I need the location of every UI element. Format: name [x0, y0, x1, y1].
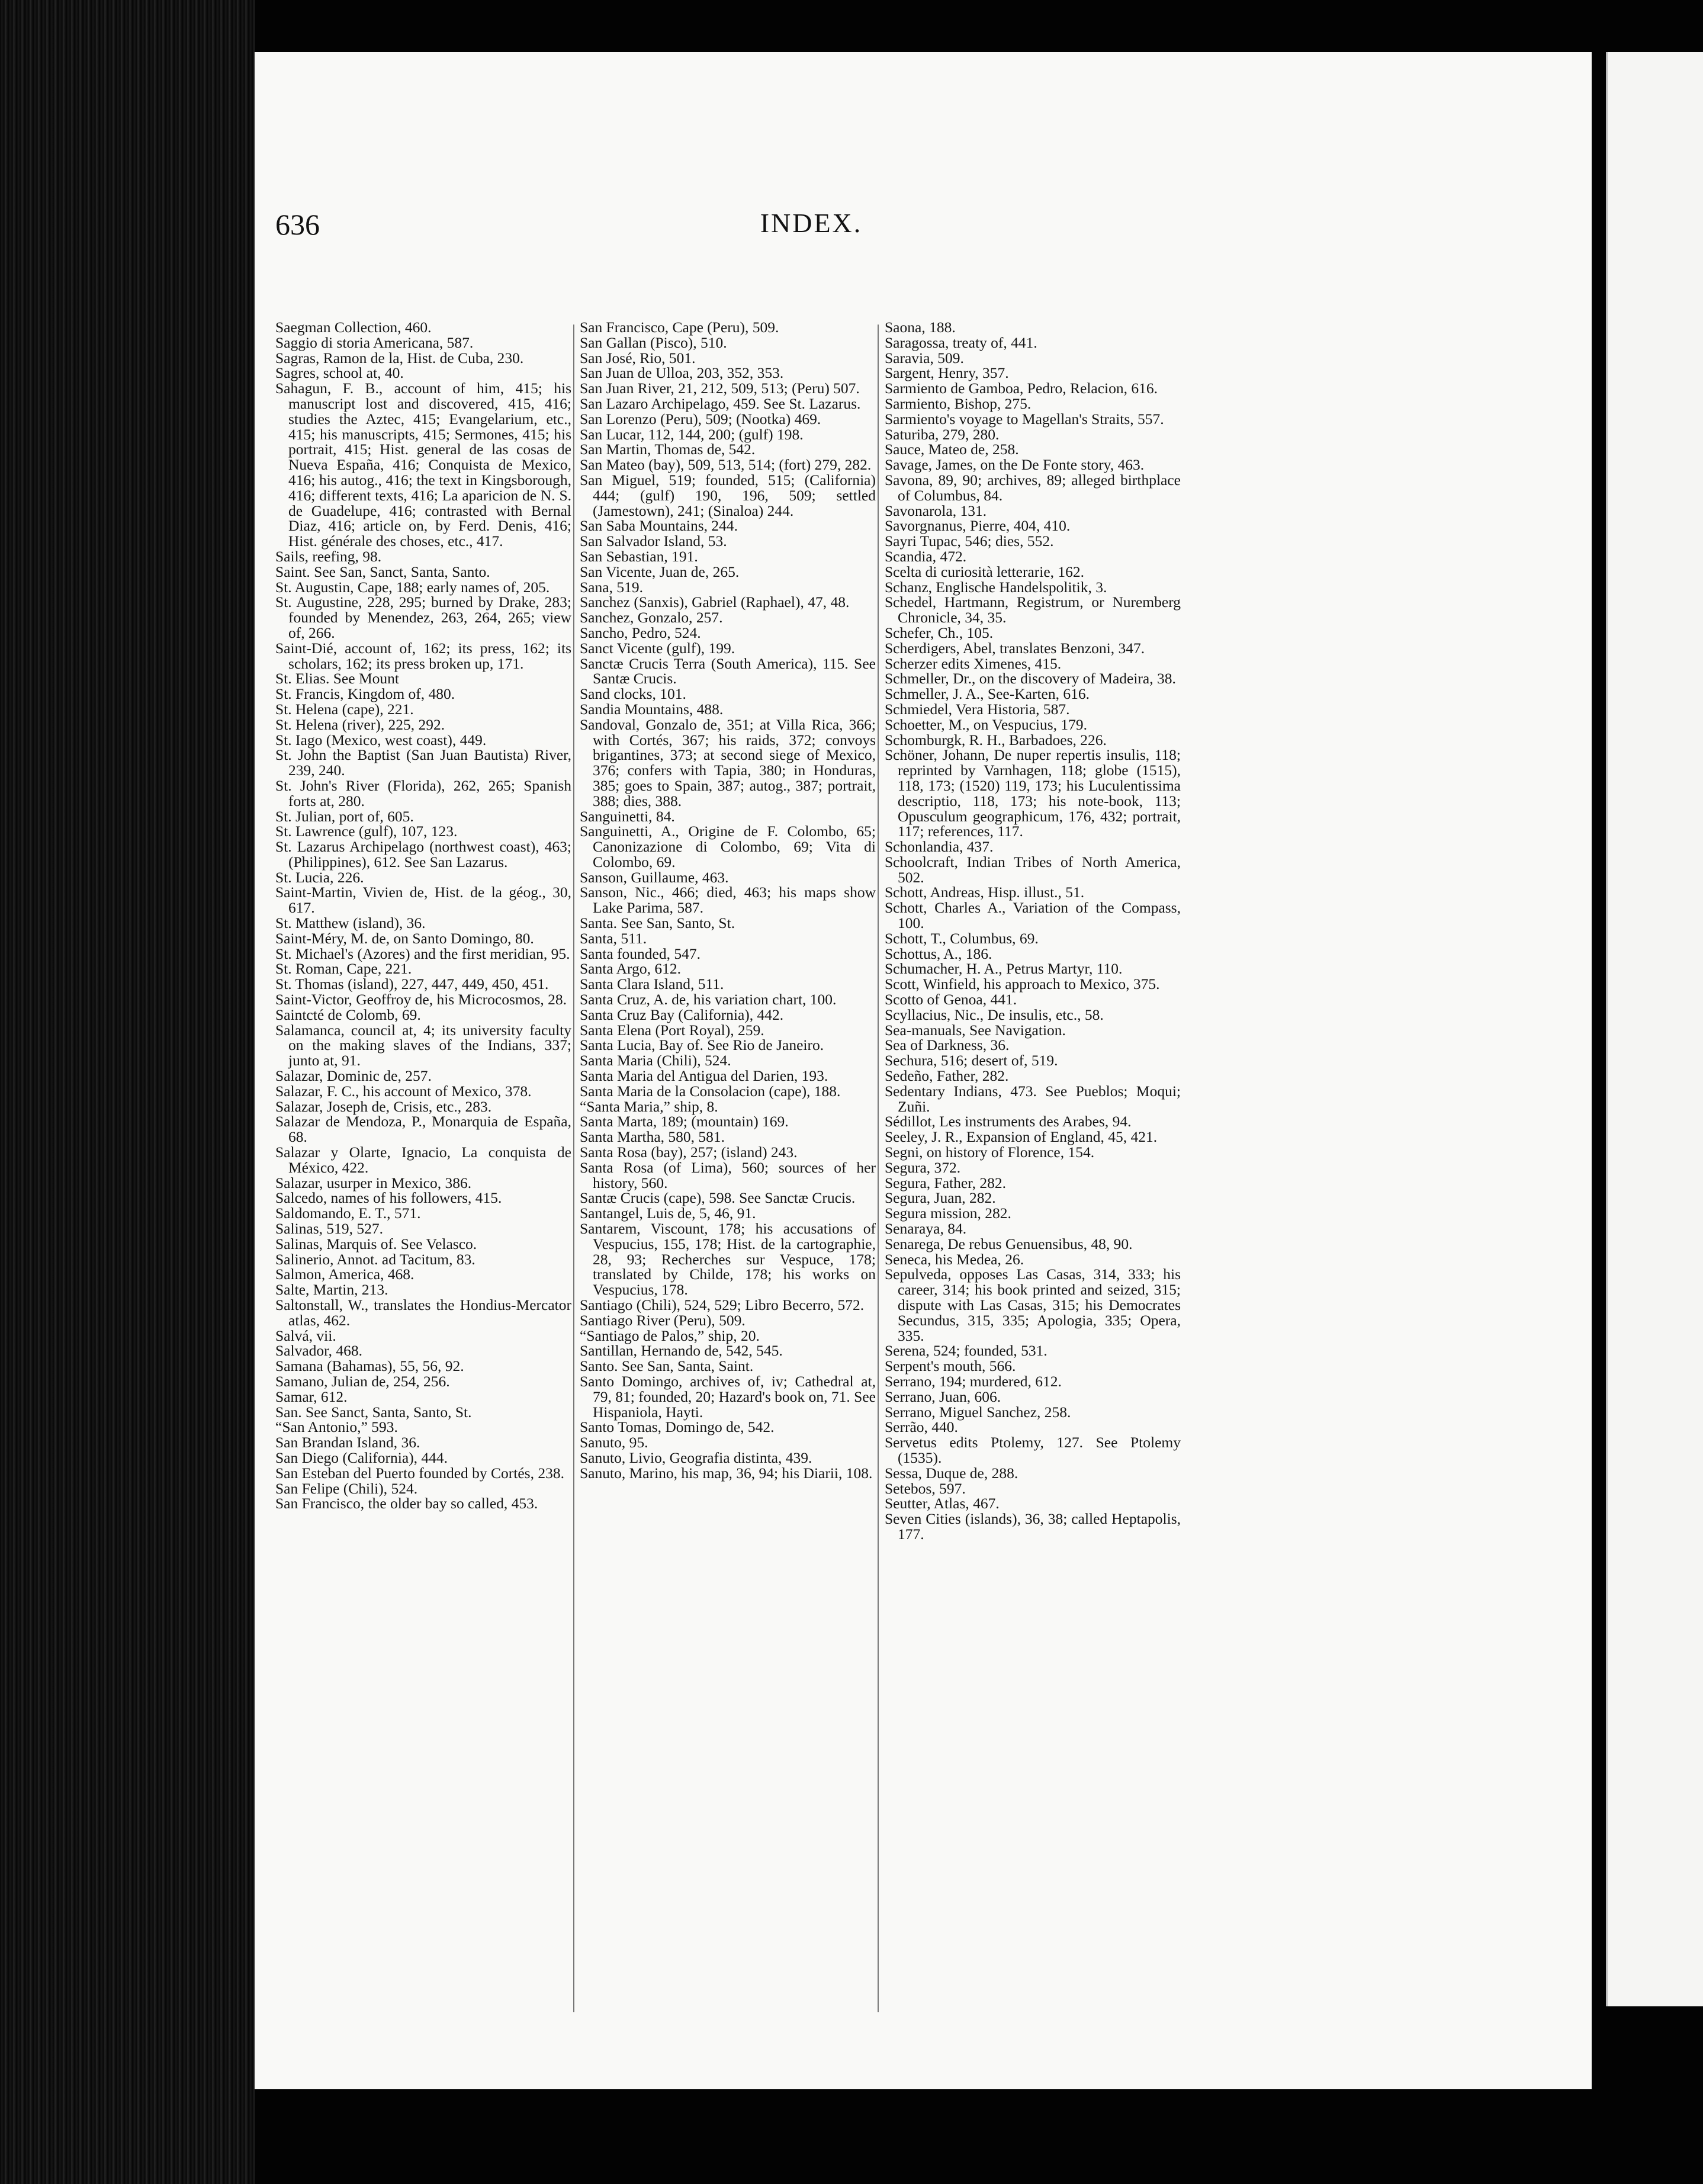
index-entry: Sails, reefing, 98.: [275, 547, 382, 565]
index-entry: Sanguinetti, 84.: [580, 807, 675, 825]
index-entry: San Francisco, the older bay so called, 453.: [275, 1495, 538, 1512]
index-entry: Serrano, Juan, 606.: [885, 1388, 1001, 1405]
index-entry: Sanson, Nic., 466; died, 463; his maps show Lake Parima, 587.: [580, 884, 876, 917]
index-entry: Salvador, 468.: [275, 1342, 362, 1360]
index-entry: Sandoval, Gonzalo de, 351; at Villa Rica, 366; with Cortés, 367; his raids, 372; convoys brigantines, 373; at second siege of Mexico, 376; confers with Tapia, 380; in Honduras, 385; goes to Spain, 387; autog., 387; portrait, 388; dies, 388.: [580, 715, 876, 810]
index-entry: Schmeller, J. A., See-Karten, 616.: [885, 685, 1090, 703]
index-entry: St. Francis, Kingdom of, 480.: [275, 685, 455, 703]
index-entry: Santangel, Luis de, 5, 46, 91.: [580, 1205, 756, 1222]
index-entry: “San Antonio,” 593.: [275, 1418, 398, 1436]
book-binding-edge: [0, 0, 255, 2184]
index-entry: St. Augustine, 228, 295; burned by Drake, 283; founded by Menendez, 263, 264, 265; view of, 266.: [275, 593, 571, 641]
index-entry: San Martin, Thomas de, 542.: [580, 441, 756, 458]
index-entry: Santo Domingo, archives of, iv; Cathedral at, 79, 81; founded, 20; Hazard's book on, 71. See Hispaniola, Hayti.: [580, 1372, 876, 1421]
index-entry: St. Lawrence (gulf), 107, 123.: [275, 823, 458, 840]
index-entry: Santa Maria (Chili), 524.: [580, 1052, 731, 1069]
index-entry: St. Elias. See Mount: [275, 670, 399, 688]
index-entry: Sancho, Pedro, 524.: [580, 624, 701, 641]
index-entry: Saegman Collection, 460.: [275, 319, 432, 336]
index-entry: Sédillot, Les instruments des Arabes, 94.: [885, 1113, 1132, 1130]
index-entry: Schedel, Hartmann, Registrum, or Nuremberg Chronicle, 34, 35.: [885, 593, 1181, 627]
index-entry: “Santiago de Palos,” ship, 20.: [580, 1327, 760, 1344]
index-entry: Sagras, Ramon de la, Hist. de Cuba, 230.: [275, 349, 524, 367]
index-entry: Scyllacius, Nic., De insulis, etc., 58.: [885, 1006, 1104, 1023]
index-entry: Scherzer edits Ximenes, 415.: [885, 654, 1062, 672]
index-entry: Saint-Dié, account of, 162; its press, 162; its scholars, 162; its press broken up, 171.: [275, 639, 571, 672]
index-entry: Santiago (Chili), 524, 529; Libro Becerro, 572.: [580, 1296, 865, 1313]
index-entry: Sayri Tupac, 546; dies, 552.: [885, 532, 1054, 550]
index-entry: Santa Clara Island, 511.: [580, 975, 724, 993]
index-entry: Santæ Crucis (cape), 598. See Sanctæ Crucis.: [580, 1189, 856, 1207]
index-entry: San Lazaro Archipelago, 459. See St. Lazarus.: [580, 394, 861, 412]
index-entry: San Gallan (Pisco), 510.: [580, 333, 727, 351]
index-entry: Schöner, Johann, De nuper repertis insulis, 118; reprinted by Varnhagen, 118; globe (1515), 118, 173; (1520) 119, 173; his Luculentissima descriptio, 118, 173; his note-book, 113; Opusculum geographicum, 176, 432; portrait, 117; references, 117.: [885, 746, 1181, 840]
index-entry: Sanchez (Sanxis), Gabriel (Raphael), 47, 48.: [580, 593, 850, 611]
index-entry: Sanuto, Livio, Geografia distinta, 439.: [580, 1448, 812, 1466]
index-entry: San Mateo (bay), 509, 513, 514; (fort) 279, 282.: [580, 456, 872, 474]
index-entry: Salazar, F. C., his account of Mexico, 378.: [275, 1082, 532, 1100]
index-entry: Schumacher, H. A., Petrus Martyr, 110.: [885, 960, 1123, 978]
index-entry: St. Augustin, Cape, 188; early names of, 205.: [275, 578, 550, 596]
index-entry: Saragossa, treaty of, 441.: [885, 333, 1037, 351]
index-entry: Saint-Martin, Vivien de, Hist. de la géog., 30, 617.: [275, 884, 571, 917]
index-entry: Serrano, 194; murdered, 612.: [885, 1372, 1062, 1390]
index-entry: Seneca, his Medea, 26.: [885, 1250, 1024, 1268]
index-entry: Santa Martha, 580, 581.: [580, 1128, 725, 1146]
index-entry: San Lucar, 112, 144, 200; (gulf) 198.: [580, 425, 804, 443]
index-entry: Salazar, Dominic de, 257.: [275, 1067, 432, 1085]
index-entry: St. John's River (Florida), 262, 265; Spanish forts at, 280.: [275, 776, 571, 810]
index-entry: Scelta di curiosità letterarie, 162.: [885, 563, 1085, 580]
index-entry: St. John the Baptist (San Juan Bautista) River, 239, 240.: [275, 746, 571, 779]
index-entry: San Salvador Island, 53.: [580, 532, 727, 550]
index-entry: Salinas, Marquis of. See Velasco.: [275, 1235, 477, 1252]
index-entry: Sargent, Henry, 357.: [885, 364, 1009, 382]
index-entry: Sarmiento, Bishop, 275.: [885, 394, 1032, 412]
index-entry: Schott, Charles A., Variation of the Compass, 100.: [885, 899, 1181, 932]
index-entry: St. Julian, port of, 605.: [275, 807, 414, 825]
index-entry: Sarmiento de Gamboa, Pedro, Relacion, 616.: [885, 380, 1158, 397]
column-rule: [878, 325, 879, 2012]
index-entry: St. Matthew (island), 36.: [275, 914, 426, 932]
index-entry: San Juan de Ulloa, 203, 352, 353.: [580, 364, 784, 382]
index-entry: Santa Rosa (of Lima), 560; sources of her history, 560.: [580, 1158, 876, 1191]
index-entry: San Miguel, 519; founded, 515; (California) 444; (gulf) 190, 196, 509; settled (Jamestown), 241; (Sinaloa) 244.: [580, 471, 876, 519]
index-entry: San Saba Mountains, 244.: [580, 517, 738, 535]
column-rule: [573, 325, 574, 2012]
index-entry: Santa Maria del Antigua del Darien, 193.: [580, 1067, 828, 1085]
index-entry: Savage, James, on the De Fonte story, 463.: [885, 456, 1145, 474]
index-entry: Sessa, Duque de, 288.: [885, 1464, 1018, 1482]
index-entry: Segura mission, 282.: [885, 1205, 1011, 1222]
index-entry: Sanct Vicente (gulf), 199.: [580, 639, 735, 657]
index-column-2: [580, 320, 876, 1481]
index-entry: Santo. See San, Santa, Saint.: [580, 1357, 754, 1375]
index-entry: Seeley, J. R., Expansion of England, 45, 421.: [885, 1128, 1158, 1146]
running-head: INDEX.: [760, 208, 863, 238]
index-entry: St. Iago (Mexico, west coast), 449.: [275, 731, 487, 749]
index-entry: Santa Maria de la Consolacion (cape), 188.: [580, 1082, 841, 1100]
index-entry: Salte, Martin, 213.: [275, 1281, 388, 1299]
index-entry: Schmiedel, Vera Historia, 587.: [885, 700, 1070, 718]
index-entry: Sanguinetti, A., Origine de F. Colombo, 65; Canonizazione di Colombo, 69; Vita di Colombo, 69.: [580, 823, 876, 871]
index-entry: Schonlandia, 437.: [885, 838, 994, 856]
index-entry: Sedentary Indians, 473. See Pueblos; Moqui; Zuñi.: [885, 1082, 1181, 1115]
index-entry: St. Helena (cape), 221.: [275, 700, 414, 718]
index-entry: Schoolcraft, Indian Tribes of North America, 502.: [885, 853, 1181, 886]
index-entry: San. See Sanct, Santa, Santo, St.: [275, 1403, 472, 1421]
adjacent-page-edge: [1606, 52, 1703, 2006]
index-entry: Schott, Andreas, Hisp. illust., 51.: [885, 884, 1085, 901]
index-entry: Seven Cities (islands), 36, 38; called Heptapolis, 177.: [885, 1510, 1181, 1543]
page-number: 636: [275, 208, 320, 241]
index-entry: San Sebastian, 191.: [580, 547, 698, 565]
index-entry: Salcedo, names of his followers, 415.: [275, 1189, 502, 1207]
index-column-3: [885, 320, 1181, 1542]
index-entry: Savorgnanus, Pierre, 404, 410.: [885, 517, 1071, 535]
index-entry: Scandia, 472.: [885, 547, 967, 565]
index-entry: Santa Elena (Port Royal), 259.: [580, 1021, 764, 1039]
index-entry: Segura, 372.: [885, 1158, 961, 1176]
index-entry: Senarega, De rebus Genuensibus, 48, 90.: [885, 1235, 1133, 1252]
index-entry: Setebos, 597.: [885, 1479, 966, 1497]
index-entry: Santa Marta, 189; (mountain) 169.: [580, 1113, 789, 1130]
index-entry: Santa Argo, 612.: [580, 960, 681, 978]
index-entry: San Diego (California), 444.: [275, 1448, 448, 1466]
index-entry: Salazar y Olarte, Ignacio, La conquista de México, 422.: [275, 1144, 571, 1176]
index-entry: Santa Cruz, A. de, his variation chart, 100.: [580, 991, 837, 1009]
index-entry: Scott, Winfield, his approach to Mexico, 375.: [885, 975, 1160, 993]
index-entry: Schottus, A., 186.: [885, 945, 992, 962]
index-entry: Segura, Juan, 282.: [885, 1189, 996, 1207]
index-entry: Serrano, Miguel Sanchez, 258.: [885, 1403, 1071, 1421]
index-entry: St. Helena (river), 225, 292.: [275, 715, 445, 733]
index-entry: Santillan, Hernando de, 542, 545.: [580, 1342, 783, 1360]
index-entry: Sanchez, Gonzalo, 257.: [580, 609, 723, 627]
index-entry: Sahagun, F. B., account of him, 415; his manuscript lost and discovered, 415, 416; studies the Aztec, 415; Evangelarium, etc., 415; his manuscripts, 415; Sermones, 415; his portrait, 415; Hist. general de las cosas de Nueva España, 416; Conquista de Mexico, 416; his autog., 416; the text in Kingsborough, 416; different texts, 416; La aparicion de N. S. de Guadelupe, 416; contrasted with Bernal Diaz, 416; article on, by Ferd. Denis, 416; Hist. générale des choses, etc., 417.: [275, 380, 571, 550]
index-entry: Sea-manuals, See Navigation.: [885, 1021, 1066, 1039]
index-entry: St. Roman, Cape, 221.: [275, 960, 412, 978]
index-entry: Seutter, Atlas, 467.: [885, 1495, 1000, 1512]
index-entry: Sarmiento's voyage to Magellan's Straits, 557.: [885, 410, 1164, 428]
index-entry: Santa Lucia, Bay of. See Rio de Janeiro.: [580, 1036, 824, 1054]
index-entry: Salazar, usurper in Mexico, 386.: [275, 1174, 472, 1191]
index-entry: St. Lucia, 226.: [275, 868, 364, 886]
index-entry: Sandia Mountains, 488.: [580, 700, 724, 718]
index-entry: “Santa Maria,” ship, 8.: [580, 1097, 718, 1115]
index-entry: Schanz, Englische Handelspolitik, 3.: [885, 578, 1107, 596]
index-entry: Sanuto, 95.: [580, 1434, 648, 1451]
index-entry: Schmeller, Dr., on the discovery of Madeira, 38.: [885, 670, 1176, 688]
index-entry: Saggio di storia Americana, 587.: [275, 333, 474, 351]
index-entry: San Esteban del Puerto founded by Cortés, 238.: [275, 1464, 564, 1482]
index-entry: Segni, on history of Florence, 154.: [885, 1144, 1095, 1161]
index-entry: Sauce, Mateo de, 258.: [885, 441, 1019, 458]
index-entry: St. Michael's (Azores) and the first meridian, 95.: [275, 945, 570, 962]
index-entry: Sanson, Guillaume, 463.: [580, 868, 729, 886]
index-entry: Santo Tomas, Domingo de, 542.: [580, 1418, 775, 1436]
index-entry: Sedeño, Father, 282.: [885, 1067, 1009, 1085]
index-entry: Schefer, Ch., 105.: [885, 624, 994, 641]
index-entry: St. Lazarus Archipelago (northwest coast), 463; (Philippines), 612. See San Lazarus.: [275, 838, 571, 871]
index-entry: Sand clocks, 101.: [580, 685, 686, 703]
index-entry: Santarem, Viscount, 178; his accusations of Vespucius, 155, 178; Hist. de la cartographie, 28, 93; Recherches sur Vespuce, 178; translated by Childe, 178; his works on Vespucius, 178.: [580, 1220, 876, 1299]
index-entry: Sanctæ Crucis Terra (South America), 115. See Santæ Crucis.: [580, 654, 876, 688]
index-entry: St. Thomas (island), 227, 447, 449, 450, 451.: [275, 975, 549, 993]
index-entry: Salmon, America, 468.: [275, 1266, 414, 1283]
index-entry: San Lorenzo (Peru), 509; (Nootka) 469.: [580, 410, 821, 428]
index-entry: Saturiba, 279, 280.: [885, 425, 1000, 443]
index-entry: Scherdigers, Abel, translates Benzoni, 347.: [885, 639, 1145, 657]
index-entry: Servetus edits Ptolemy, 127. See Ptolemy (1535).: [885, 1434, 1181, 1466]
index-entry: Saint-Méry, M. de, on Santo Domingo, 80.: [275, 929, 534, 947]
index-column-1: [275, 320, 571, 1511]
index-entry: Schomburgk, R. H., Barbadoes, 226.: [885, 731, 1107, 749]
index-entry: Samano, Julian de, 254, 256.: [275, 1372, 450, 1390]
index-entry: Santa Cruz Bay (California), 442.: [580, 1006, 784, 1023]
index-entry: Santa, 511.: [580, 929, 647, 947]
index-entry: Santa. See San, Santo, St.: [580, 914, 735, 932]
index-entry: Savonarola, 131.: [885, 502, 987, 519]
index-entry: Saint. See San, Sanct, Santa, Santo.: [275, 563, 490, 580]
index-entry: Saintcté de Colomb, 69.: [275, 1006, 421, 1023]
index-entry: Schoetter, M., on Vespucius, 179.: [885, 715, 1088, 733]
index-entry: Santa founded, 547.: [580, 945, 701, 962]
index-entry: Serrão, 440.: [885, 1418, 958, 1436]
index-entry: Santa Rosa (bay), 257; (island) 243.: [580, 1144, 798, 1161]
index-entry: San Felipe (Chili), 524.: [275, 1479, 418, 1497]
index-entry: Saona, 188.: [885, 319, 956, 336]
index-entry: San Vicente, Juan de, 265.: [580, 563, 740, 580]
index-entry: San Brandan Island, 36.: [275, 1434, 420, 1451]
index-entry: Serpent's mouth, 566.: [885, 1357, 1016, 1375]
index-entry: Saltonstall, W., translates the Hondius-Mercator atlas, 462.: [275, 1296, 571, 1329]
index-entry: Santiago River (Peru), 509.: [580, 1311, 746, 1329]
index-entry: Sagres, school at, 40.: [275, 364, 404, 382]
index-entry: Sea of Darkness, 36.: [885, 1036, 1010, 1054]
index-entry: Saravia, 509.: [885, 349, 964, 367]
index-entry: Savona, 89, 90; archives, 89; alleged birthplace of Columbus, 84.: [885, 471, 1181, 504]
index-entry: Saldomando, E. T., 571.: [275, 1205, 421, 1222]
index-entry: Schott, T., Columbus, 69.: [885, 929, 1039, 947]
index-entry: Sechura, 516; desert of, 519.: [885, 1052, 1058, 1069]
index-entry: Saint-Victor, Geoffroy de, his Microcosmos, 28.: [275, 991, 567, 1009]
index-entry: San José, Rio, 501.: [580, 349, 696, 367]
index-entry: Salvá, vii.: [275, 1327, 336, 1344]
index-entry: Salamanca, council at, 4; its university faculty on the making slaves of the Indians, 337; junto at, 91.: [275, 1021, 571, 1069]
index-entry: Samana (Bahamas), 55, 56, 92.: [275, 1357, 464, 1375]
index-entry: Salinerio, Annot. ad Tacitum, 83.: [275, 1250, 475, 1268]
index-entry: Salinas, 519, 527.: [275, 1220, 384, 1238]
index-entry: San Francisco, Cape (Peru), 509.: [580, 319, 779, 336]
index-entry: San Juan River, 21, 212, 509, 513; (Peru) 507.: [580, 380, 860, 397]
index-entry: Senaraya, 84.: [885, 1220, 967, 1238]
index-entry: Salazar de Mendoza, P., Monarquia de España, 68.: [275, 1113, 571, 1146]
index-entry: Sepulveda, opposes Las Casas, 314, 333; his career, 314; his book printed and seized, 315; dispute with Las Casas, 315; his Democrates Secundus, 315, 335; Apologia, 335; Opera, 335.: [885, 1266, 1181, 1344]
index-entry: Sana, 519.: [580, 578, 643, 596]
index-entry: Sanuto, Marino, his map, 36, 94; his Diarii, 108.: [580, 1464, 873, 1482]
index-entry: Scotto of Genoa, 441.: [885, 991, 1017, 1009]
index-entry: Segura, Father, 282.: [885, 1174, 1007, 1191]
index-entry: Salazar, Joseph de, Crisis, etc., 283.: [275, 1097, 492, 1115]
index-entry: Samar, 612.: [275, 1388, 348, 1405]
index-entry: Serena, 524; founded, 531.: [885, 1342, 1047, 1360]
